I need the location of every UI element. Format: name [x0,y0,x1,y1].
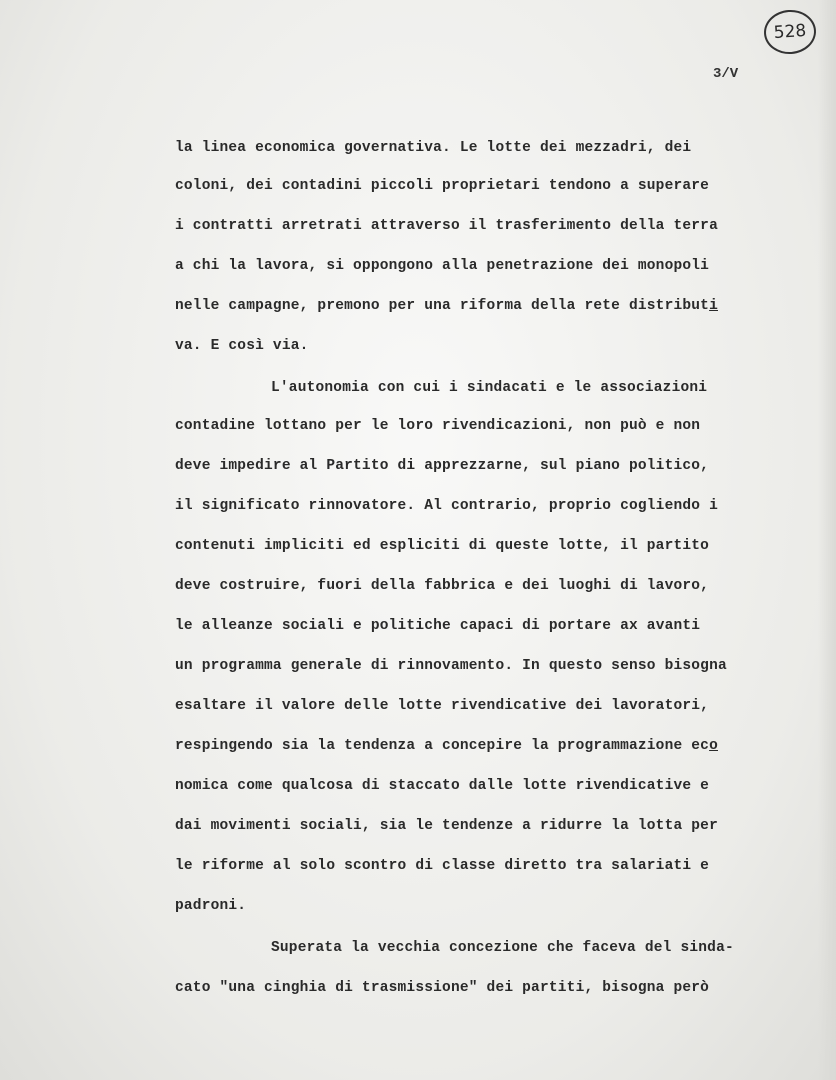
text-line-main: le alleanze sociali e politiche capaci di portare [175,618,612,634]
text-line-indented: L'autonomia con cui i sindacati e le associazioni [271,380,708,396]
text-line: le riforme al solo scontro di classe diretto tra salariati e [175,858,710,874]
text-line: va. E così via. [175,338,309,354]
stamp-number: 528 [773,20,807,44]
page-edge-shadow [818,0,836,1080]
text-line [175,738,718,754]
underlined-char: i [709,298,718,314]
text-line: cato "una cinghia di trasmissione" dei partiti, bisogna però [175,980,710,996]
text-line: un programma generale di rinnovamento. In questo senso bisogna [175,658,727,674]
text-line: deve impedire al Partito di apprezzarne, sul piano politico, [175,458,710,474]
text-line: nomica come qualcosa di staccato dalle lotte rivendicative e [175,778,710,794]
text-line: esaltare il valore delle lotte rivendicative dei lavoratori, [175,698,710,714]
text-line: padroni. [175,898,247,914]
text-line-main: respingendo sia la tendenza a concepire la programmazione ec [175,738,710,754]
text-line: a chi la lavora, si oppongono alla penetrazione dei monopoli [175,258,710,274]
page-reference: 3/V [713,66,739,82]
text-line-indented: Superata la vecchia concezione che faceva del sinda- [271,940,734,956]
archive-number-stamp [763,8,818,56]
text-line: deve costruire, fuori della fabbrica e dei luoghi di lavoro, [175,578,710,594]
text-line: coloni, dei contadini piccoli proprietari tendono a superare [175,178,710,194]
text-line: dai movimenti sociali, sia le tendenze a ridurre la lotta per [175,818,718,834]
text-line: la linea economica governativa. Le lotte dei mezzadri, dei [175,140,692,156]
text-line-main: nelle campagne, premono per una riforma della rete distribut [175,298,710,314]
text-line: contadine lottano per le loro rivendicazioni, non può e non [175,418,701,434]
text-line [175,298,718,314]
underlined-char: o [709,738,718,754]
text-line [175,618,700,634]
text-line: i contratti arretrati attraverso il trasferimento della terra [175,218,718,234]
overstrike-typo: ax [620,618,638,634]
text-line-tail: avanti [646,618,701,634]
text-line: il significato rinnovatore. Al contrario, proprio cogliendo i [175,498,718,514]
text-line: contenuti impliciti ed espliciti di queste lotte, il partito [175,538,710,554]
